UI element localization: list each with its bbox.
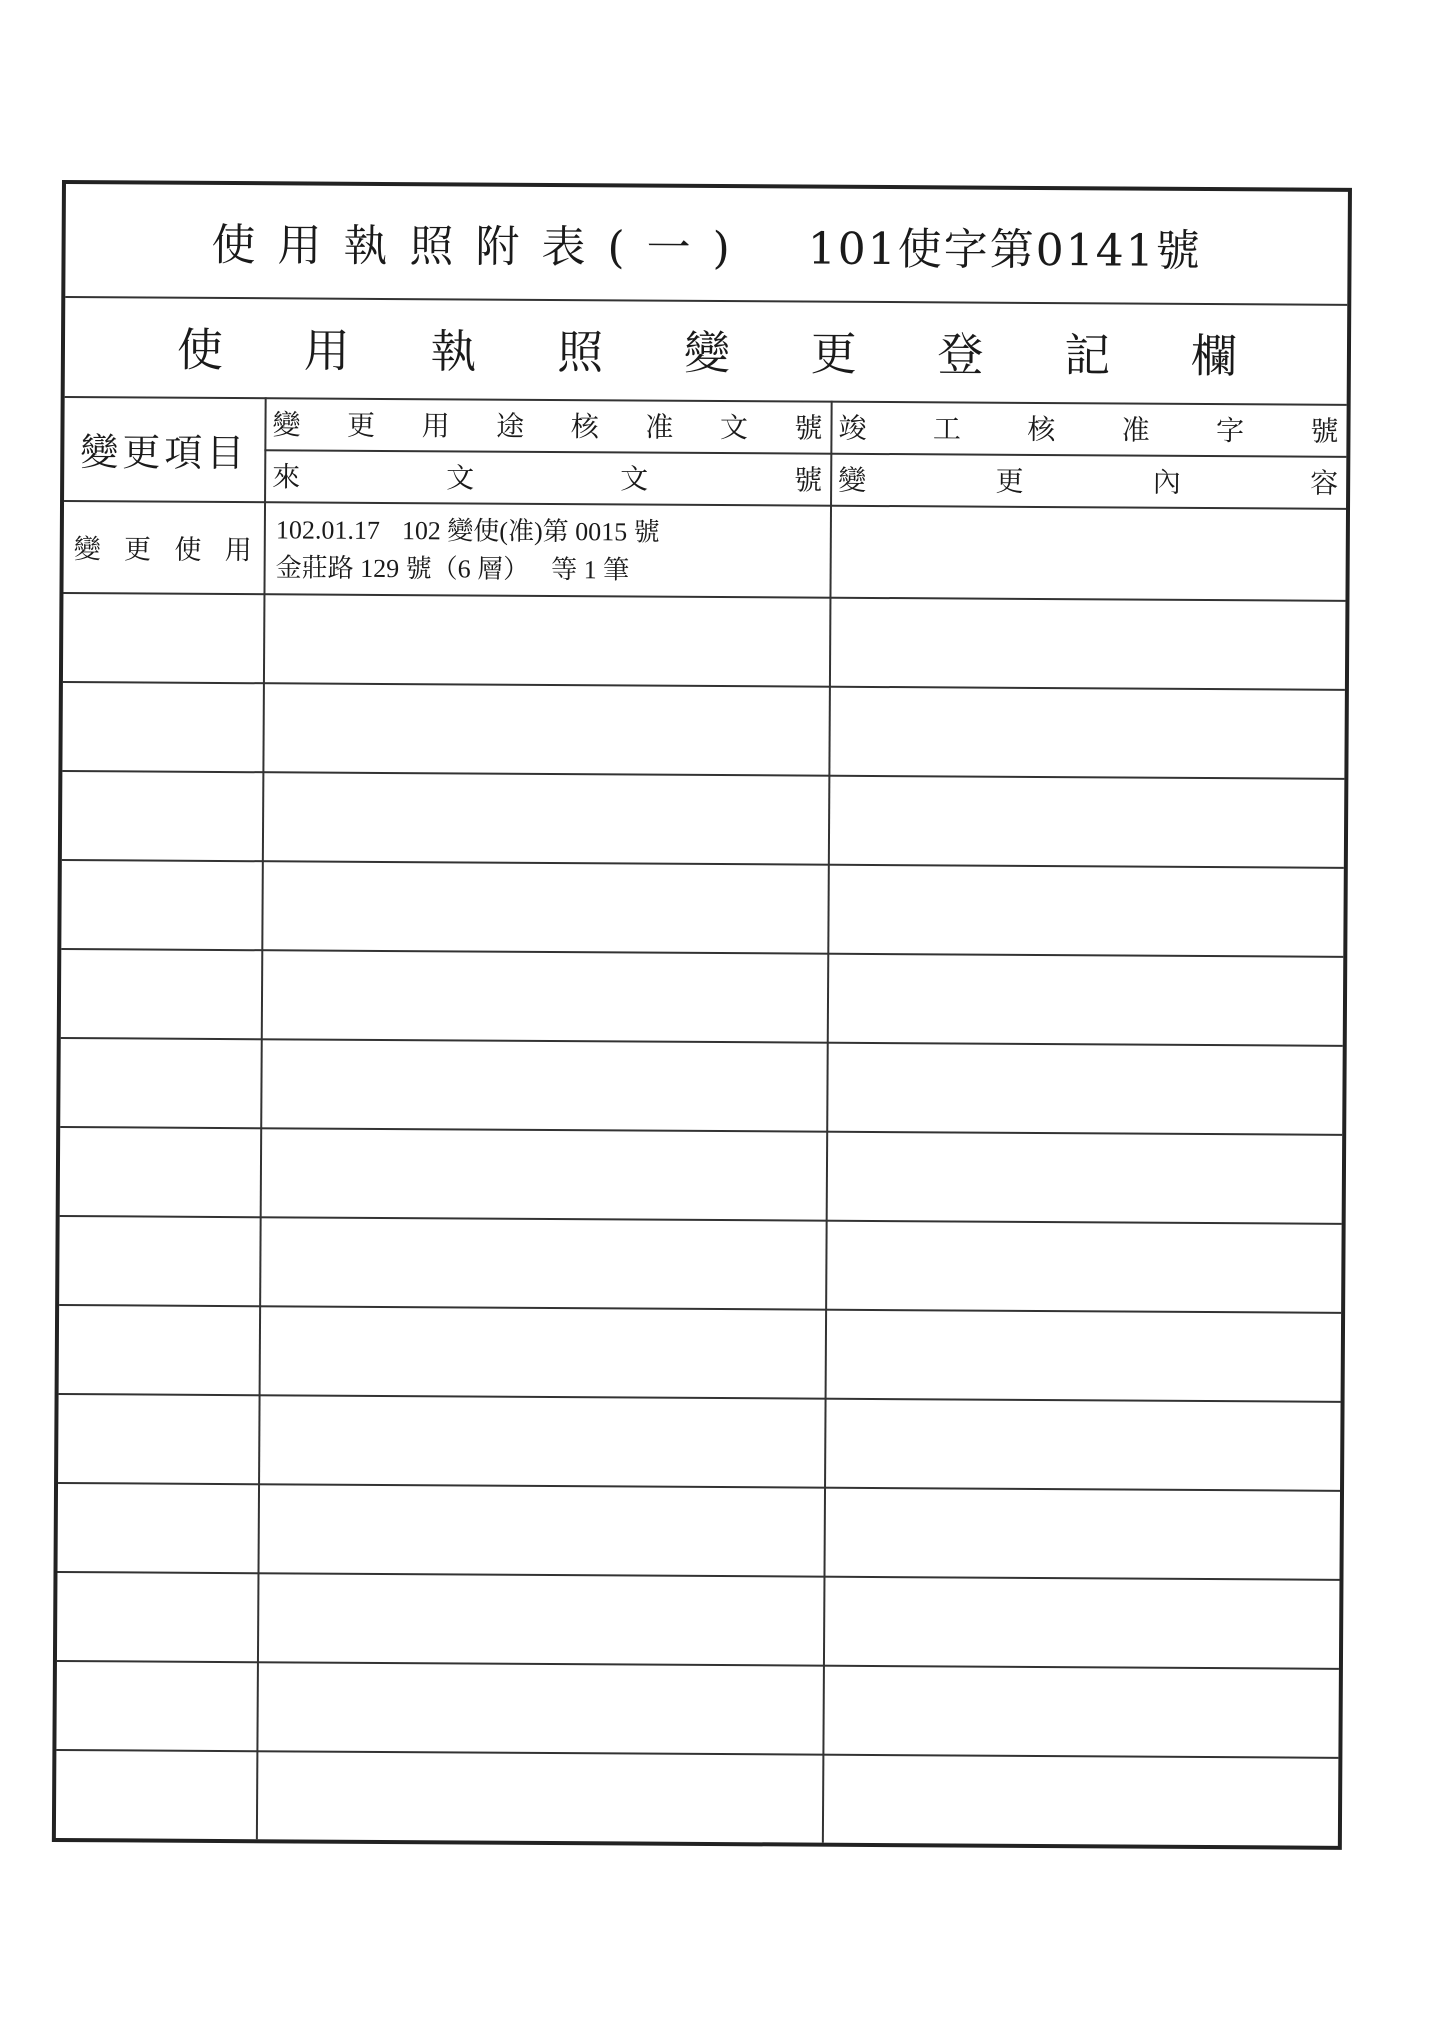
entry-item: 變 更 使 用 — [73, 533, 252, 566]
row-line — [57, 1660, 1339, 1670]
form-title — [65, 184, 1348, 304]
header-item-label: 變更項目 — [80, 429, 249, 475]
row-line — [59, 1393, 1341, 1403]
row-line — [59, 1304, 1341, 1314]
column-line — [822, 401, 833, 1843]
row-line — [61, 1037, 1343, 1047]
entry-completion-no — [829, 505, 1346, 600]
subtitle-char: 登 — [937, 327, 984, 382]
subtitle-char: 使 — [176, 322, 224, 377]
subtitle-char: 記 — [1064, 328, 1111, 383]
row-line — [62, 770, 1344, 780]
row-line — [62, 859, 1344, 869]
subtitle-char: 用 — [303, 323, 350, 378]
subtitle-char: 變 — [683, 325, 731, 381]
row-line — [57, 1571, 1339, 1581]
license-number: 101使字第0141號 — [807, 223, 1202, 277]
entry-address: 金莊路 129 號（6 層） — [275, 553, 530, 584]
entry-approval-doc: 102 變使(准)第 0015 號 — [401, 516, 660, 547]
row-line — [61, 948, 1343, 958]
entry-approval-text — [263, 501, 830, 596]
form-subtitle — [65, 296, 1348, 404]
entry-count: 等 1 筆 — [551, 554, 630, 585]
form-title-main: 使用執照附表(一) — [211, 219, 752, 275]
header-incoming-doc-no: 來 文 文 號 — [272, 460, 823, 497]
header-change-content: 變 更 內 容 — [838, 463, 1339, 500]
subtitle-char: 更 — [810, 326, 857, 381]
row-line — [58, 1482, 1340, 1492]
entry-date: 102.01.17 — [275, 515, 380, 545]
row-line — [63, 681, 1345, 691]
subtitle-char: 欄 — [1190, 328, 1238, 384]
row-line — [60, 1126, 1342, 1136]
subtitle-char: 照 — [557, 325, 604, 380]
change-registration-form — [52, 180, 1352, 1850]
header-completion-no: 竣 工 核 准 字 號 — [838, 411, 1339, 448]
header-approval-doc-no: 變 更 用 途 核 准 文 號 — [272, 408, 823, 445]
row-line — [60, 1215, 1342, 1225]
subtitle-char: 執 — [430, 324, 477, 379]
row-line — [56, 1749, 1338, 1759]
column-line — [256, 397, 267, 1839]
